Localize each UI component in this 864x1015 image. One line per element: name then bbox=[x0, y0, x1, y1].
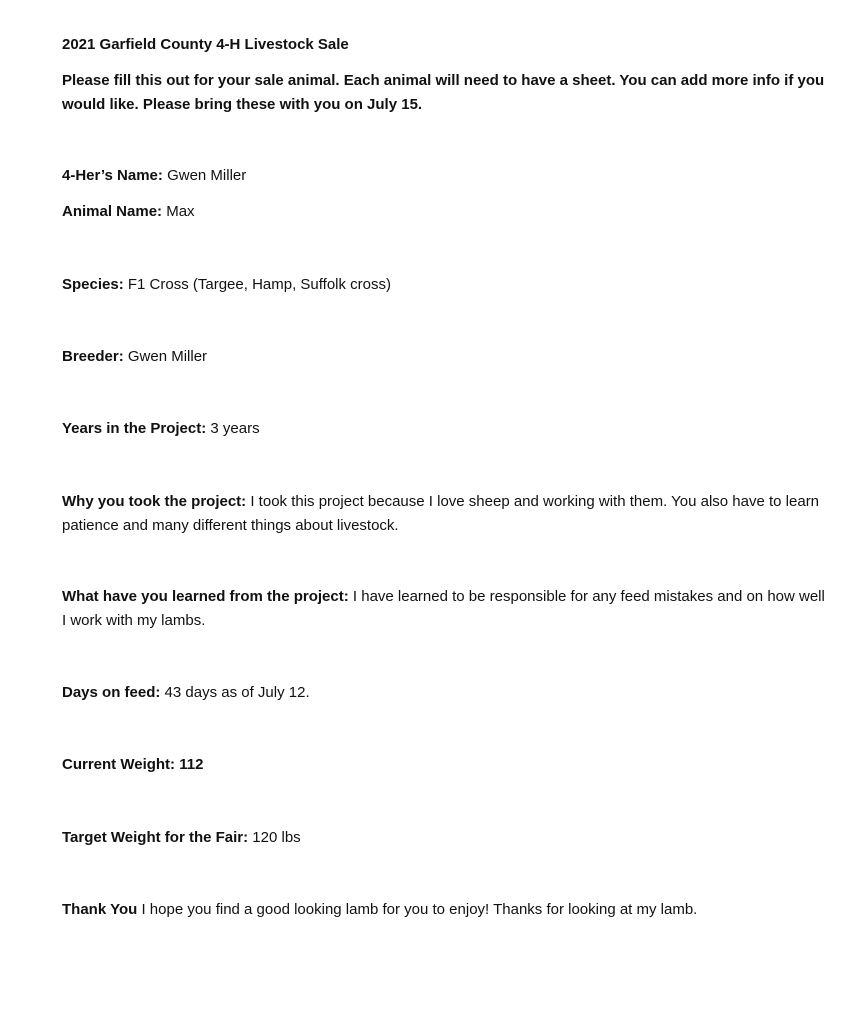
field-target-weight bbox=[62, 826, 832, 850]
field-value: I hope you find a good looking lamb for you to enjoy! Thanks for looking at my lamb. bbox=[141, 901, 698, 918]
field-thank-you bbox=[62, 898, 832, 922]
field-years-in-project bbox=[62, 417, 832, 441]
field-label: Years in the Project: bbox=[62, 420, 207, 437]
field-days-on-feed bbox=[62, 681, 832, 705]
document-title: 2021 Garfield County 4-H Livestock Sale bbox=[62, 36, 349, 53]
field-what-learned bbox=[62, 585, 832, 632]
field-label: Days on feed: bbox=[62, 684, 161, 701]
field-value: I took this project because I love sheep and working with them. You also have to learn patience and many different things about livestock. bbox=[62, 493, 820, 534]
field-label: Why you took the project: bbox=[62, 493, 247, 510]
field-4her-name bbox=[62, 164, 832, 188]
field-species bbox=[62, 273, 832, 297]
field-current-weight bbox=[62, 753, 832, 777]
field-label: What have you learned from the project: bbox=[62, 588, 349, 605]
field-value: 112 bbox=[179, 756, 204, 773]
field-value: Gwen Miller bbox=[127, 348, 208, 365]
field-why-took-project bbox=[62, 490, 832, 537]
field-value: Max bbox=[166, 203, 195, 220]
field-value: 3 years bbox=[210, 420, 260, 437]
field-value: 120 lbs bbox=[252, 829, 301, 846]
field-label: Target Weight for the Fair: bbox=[62, 829, 249, 846]
field-label: Animal Name: bbox=[62, 203, 163, 220]
field-animal-name bbox=[62, 200, 832, 224]
intro-paragraph: Please fill this out for your sale animal. Each animal will need to have a sheet. You can add more info if you would like. Please bring these with you on July 15. bbox=[62, 72, 825, 113]
field-value: I have learned to be responsible for any feed mistakes and on how well I work with my lambs. bbox=[62, 588, 825, 629]
field-label: 4-Her’s Name: bbox=[62, 167, 163, 184]
field-label: Current Weight: bbox=[62, 756, 176, 773]
field-value: 43 days as of July 12. bbox=[164, 684, 310, 701]
field-label: Species: bbox=[62, 276, 124, 293]
field-value: Gwen Miller bbox=[167, 167, 247, 184]
field-breeder bbox=[62, 345, 832, 369]
field-label: Breeder: bbox=[62, 348, 124, 365]
field-value: F1 Cross (Targee, Hamp, Suffolk cross) bbox=[127, 276, 392, 293]
field-label: Thank You bbox=[62, 901, 138, 918]
